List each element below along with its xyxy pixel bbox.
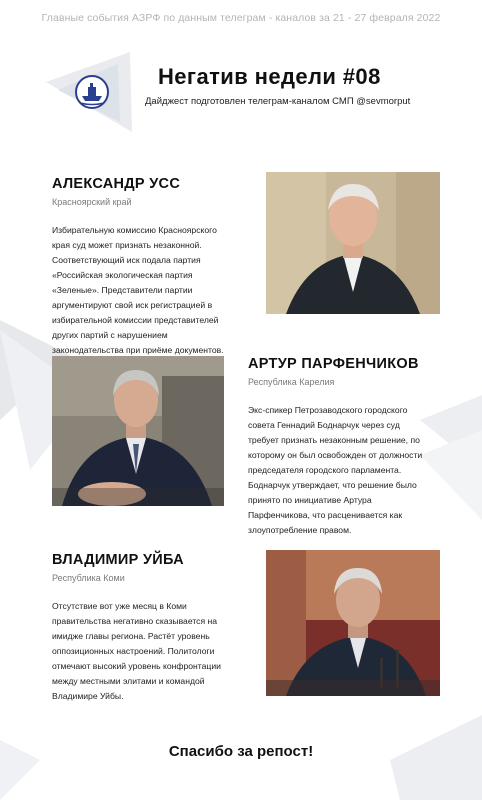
icebreaker-logo-icon: [44, 42, 136, 134]
person-description: Отсутствие вот уже месяц в Коми правительства негативно сказывается на имидже главы региона. Растёт уровень оппозиционных настроений. Политологи отмечают высокий уровень конфронтации между местными элитами и командой Владимире Уйбы.: [52, 601, 221, 701]
person-name: АРТУР ПАРФЕНЧИКОВ: [248, 356, 419, 372]
page-title: Негатив недели #08: [158, 64, 381, 89]
person-card-parfenchikov: [248, 356, 468, 538]
person-region: Республика Карелия: [248, 377, 335, 387]
person-region: Республика Коми: [52, 573, 125, 583]
person-description: Избирательную комиссию Красноярского края суд может признать незаконной. Соответствующий иск подала партия «Российская экологическая партия «Зеленые». Представители партии аргументируют свой иск регистрацией в избирательной комиссии представителей других партий с нарушением законодательства при приёме документов.: [52, 225, 224, 355]
logo: [44, 42, 136, 134]
person-name: АЛЕКСАНДР УСС: [52, 176, 181, 192]
page-caption: Главные события АЗРФ по данным телеграм - каналов за 21 - 27 февраля 2022: [41, 12, 441, 24]
person-name: ВЛАДИМИР УЙБА: [52, 552, 184, 568]
footer-thanks: Спасибо за репост!: [168, 743, 314, 760]
person-photo-uss: [266, 172, 440, 314]
person-card-uyba: [52, 552, 252, 704]
person-card-uss: [52, 176, 252, 358]
person-region: Красноярский край: [52, 197, 132, 207]
person-photo-uyba: [266, 550, 440, 696]
person-description: Экс-спикер Петрозаводского городского совета Геннадий Боднарчук через суд требует признать незаконным решение, по которому он был освобожден от должности председателя городского парламента. Боднарчук утверждает, что решение было принято по инициативе Артура Парфенчикова, что расценивается как злоупотребление правом.: [248, 405, 423, 535]
person-photo-parfenchikov: [52, 356, 224, 506]
page-subtitle: Дайджест подготовлен телеграм-каналом СМП @sevmorput: [145, 96, 411, 107]
